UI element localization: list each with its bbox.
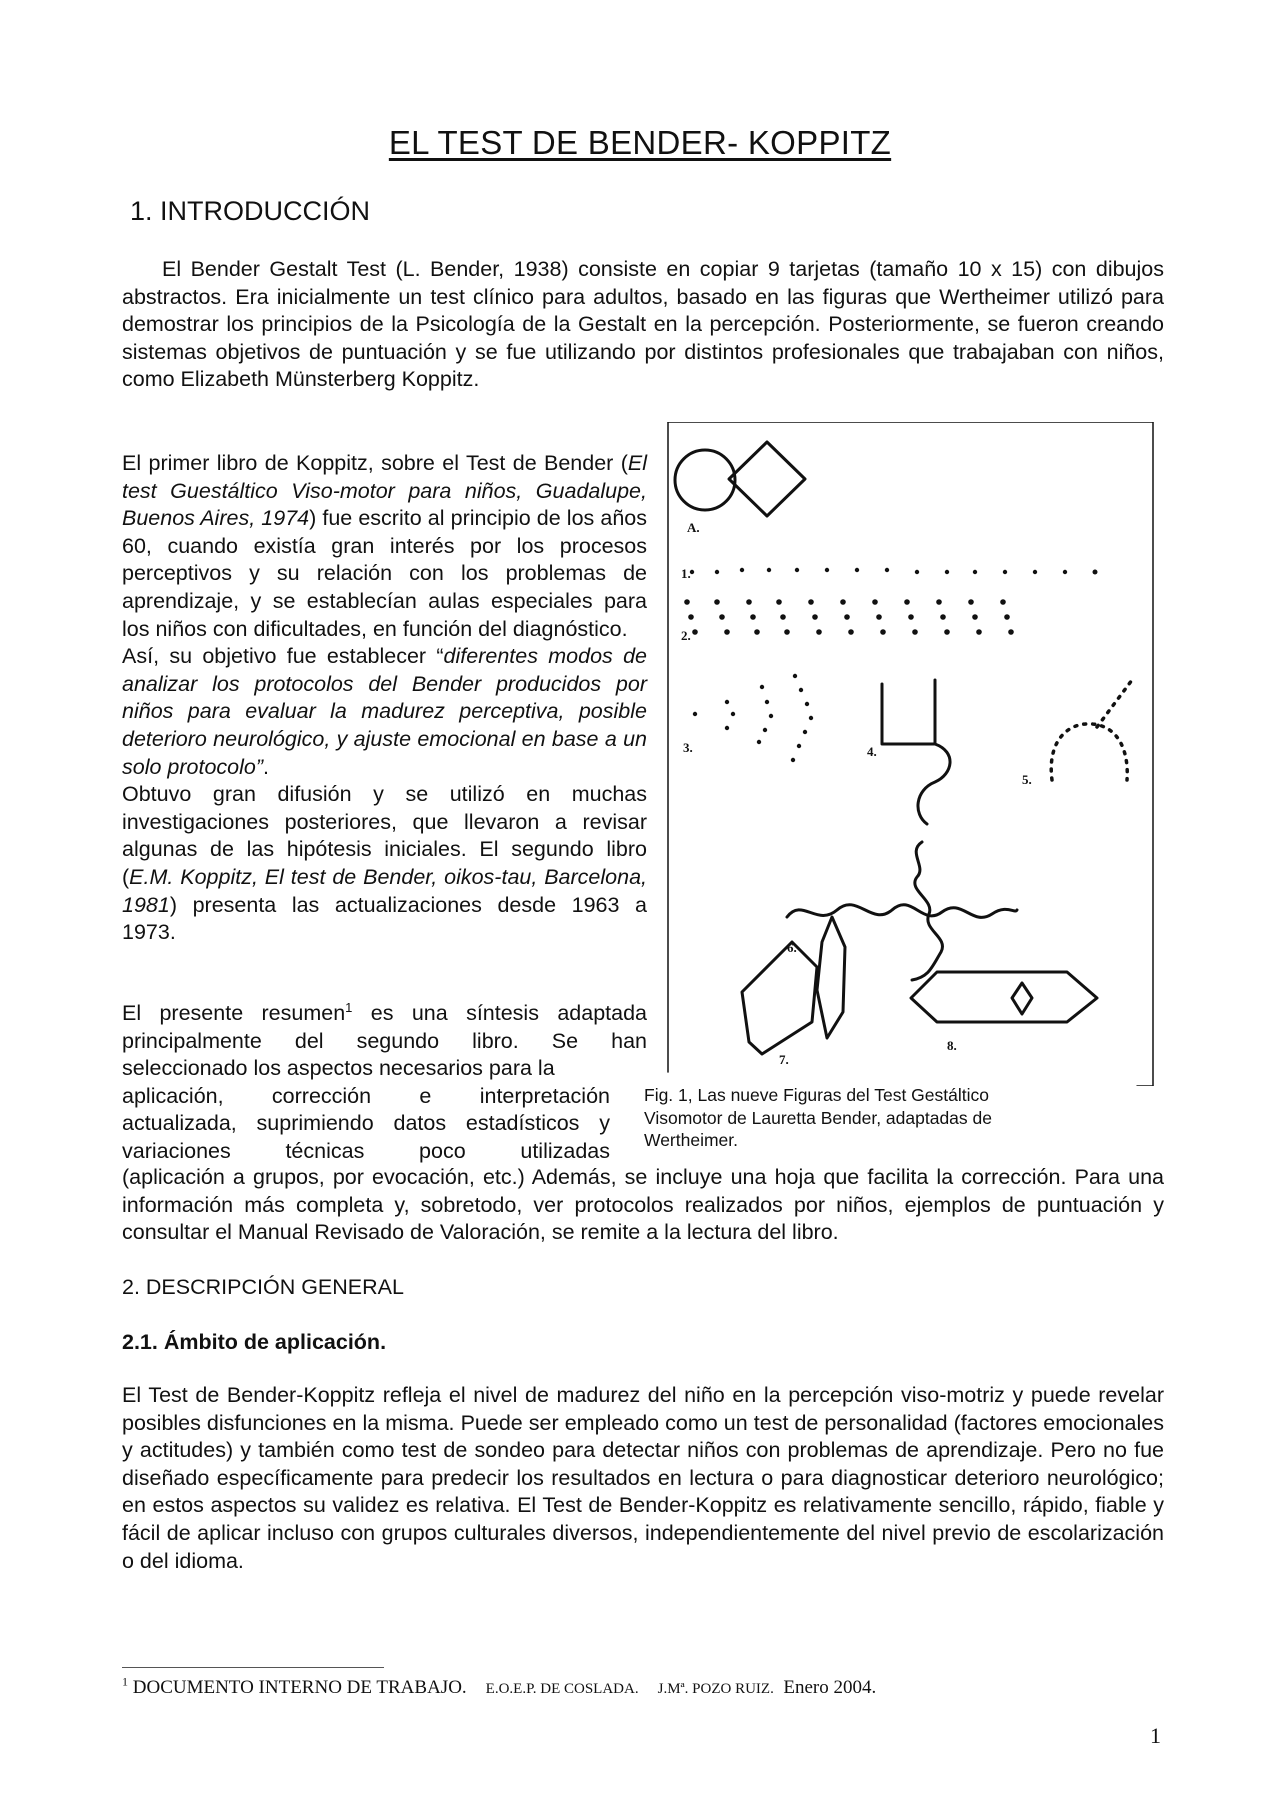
footnote-reference: 1 bbox=[345, 999, 353, 1015]
svg-text:3.: 3. bbox=[683, 740, 693, 755]
svg-text:5.: 5. bbox=[1022, 772, 1032, 787]
figure-caption: Fig. 1, Las nueve Figuras del Test Gestáltico Visomotor de Lauretta Bender, adaptadas de Wertheimer. bbox=[644, 1085, 992, 1150]
svg-text:A.: A. bbox=[687, 520, 700, 535]
bender-figures-image bbox=[667, 422, 1157, 1086]
svg-text:4.: 4. bbox=[867, 744, 877, 759]
summary-paragraph: El presente resumen$^1$ es una síntesis adaptada principalmente del segundo libro. Se han seleccionado los aspectos necesarios para la aplicación, corrección e interpretación actualizada, suprimiendo datos estadísticos y variaciones técnicas poco utilizadas bbox=[122, 999, 647, 1163]
svg-text:7.: 7. bbox=[779, 1052, 789, 1067]
svg-text:8.: 8. bbox=[947, 1038, 957, 1053]
svg-text:6.: 6. bbox=[787, 940, 797, 955]
subsection-heading-ambito: 2.1. Ámbito de aplicación. bbox=[122, 1330, 387, 1354]
summary-paragraph-continued: (aplicación a grupos, por evocación, etc.) Además, se incluye una hoja que facilita la corrección. Para una información más completa y, sobretodo, ver protocolos realizados por niños, ejemplos de puntuación y consultar el Manual Revisado de Valoración, se remite a la lectura del libro. bbox=[122, 1165, 1164, 1245]
section-heading-descripcion-general: 2. DESCRIPCIÓN GENERAL bbox=[122, 1275, 404, 1299]
svg-text:1.: 1. bbox=[681, 566, 691, 581]
page-number: 1 bbox=[1150, 1723, 1161, 1748]
ambito-paragraph: El Test de Bender-Koppitz refleja el nivel de madurez del niño en la percepción viso-motriz y puede revelar posibles disfunciones en la misma. Puede ser empleado como un test de personalidad (factores emocionales y actitudes) y también como test de sondeo para detectar niños con problemas de aprendizaje. Pero no fue diseñado específicamente para predecir los resultados en lectura o para diagnosticar deterioro neurológico; en estos aspectos su validez es relativa. El Test de Bender-Koppitz es relativamente sencillo, rápido, fiable y fácil de aplicar incluso con grupos culturales diversos, independientemente del nivel previo de escolarización o del idioma. bbox=[122, 1383, 1164, 1573]
footnote: $^1$ DOCUMENTO INTERNO DE TRABAJO. E.O.E.P. DE COSLADA. J.Mª. POZO RUIZ. Enero 2004. bbox=[122, 1674, 877, 1698]
document-title: EL TEST DE BENDER- KOPPITZ bbox=[388, 124, 892, 161]
section-heading-introduccion: 1. INTRODUCCIÓN bbox=[130, 196, 371, 226]
intro-paragraph: El Bender Gestalt Test (L. Bender, 1938) consiste en copiar 9 tarjetas (tamaño 10 x 15) con dibujos abstractos. Era inicialmente un test clínico para adultos, basado en las figuras que Wertheimer utilizó para demostrar los principios de la Psicología de la Gestalt en la percepción. Posteriormente, se fueron creando sistemas objetivos de puntuación y se fue utilizando por distintos profesionales que trabajaban con niños, como Elizabeth Münsterberg Koppitz. bbox=[122, 257, 1164, 392]
koppitz-paragraph: El primer libro de Koppitz, sobre el Test de Bender (El test Guestáltico Viso-motor para niños, Guadalupe, Buenos Aires, 1974) fue escrito al principio de los años 60, cuando existía gran interés por los procesos perceptivos y su relación con los problemas de aprendizaje, y se establecían aulas especiales para los niños con dificultades, en función del diagnóstico. Así, su objetivo fue establecer “diferentes modos de analizar los protocolos del Bender producidos por niños para evaluar la madurez perceptiva, posible deterioro neurológico, y ajuste emocional en base a un solo protocolo”. Obtuvo gran difusión y se utilizó en muchas investigaciones posteriores, que llevaron a revisar algunas de las hipótesis iniciales. El segundo libro (E.M. Koppitz, El test de Bender, oikos-tau, Barcelona, 1981) presenta las actualizaciones desde 1963 a 1973. bbox=[122, 451, 647, 945]
svg-text:2.: 2. bbox=[681, 628, 691, 643]
footnote-divider bbox=[122, 1667, 384, 1668]
